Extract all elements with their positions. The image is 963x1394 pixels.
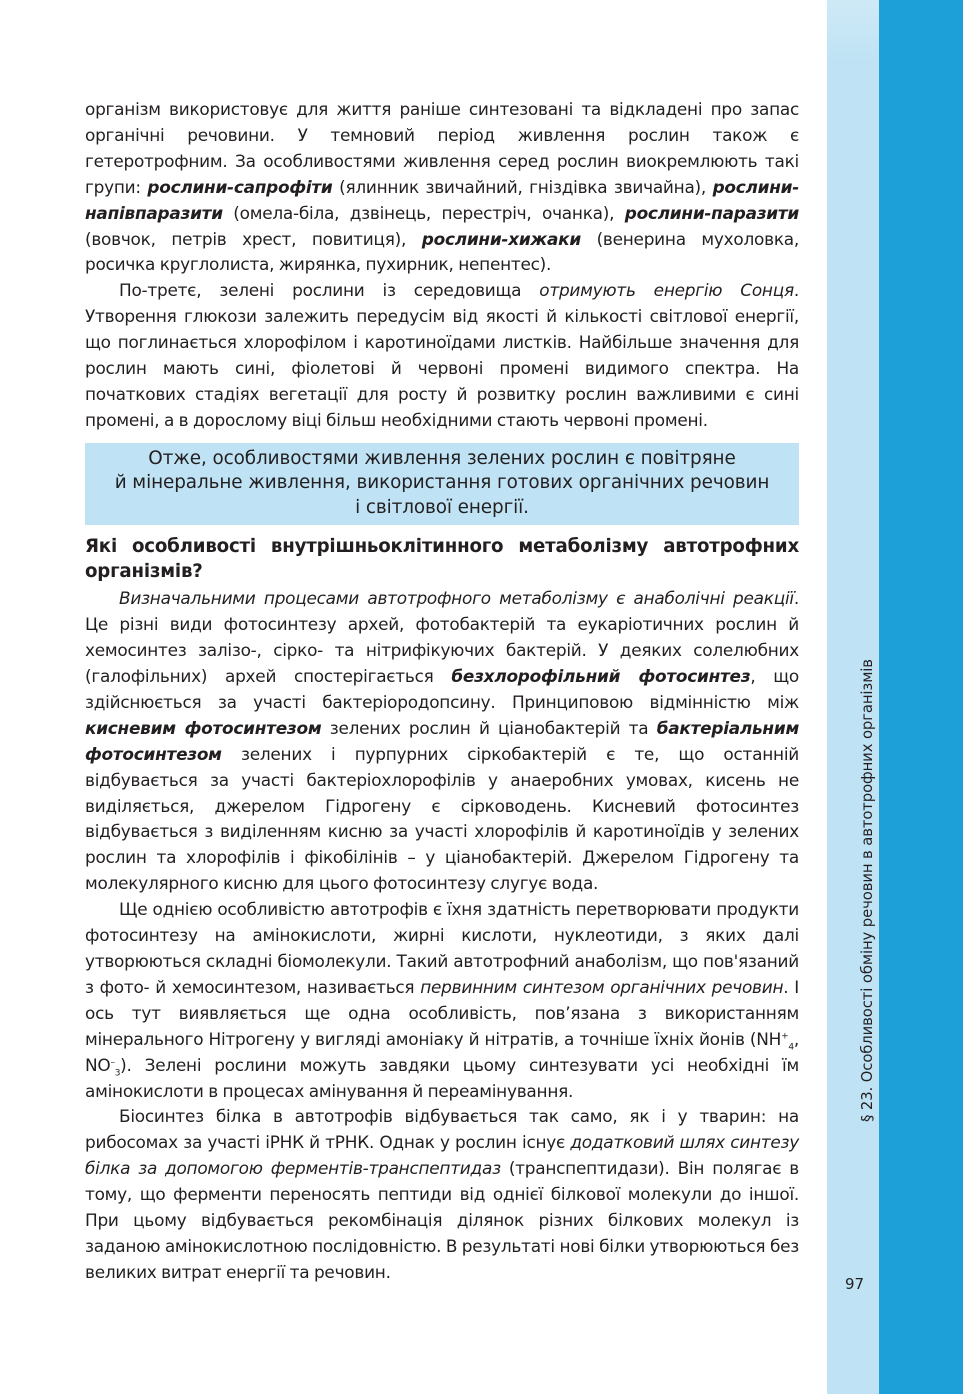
emphasis-transpeptidase: додатковий шлях синтезу білка за допомогою ферментів-транспептидаз xyxy=(85,1132,799,1179)
term-carnivorous: рослини-хижаки xyxy=(421,228,581,249)
paragraph-plant-groups: організм використовує для життя раніше синтезовані та відкладені про запас органічні речовини. У темновий період живлення рослин також є гетеротрофним. За особливостями живлення серед рослин виокремлюють такі групи: рослини-сапрофіти (ялинник звичайний, гніздівка звичайна), рослини-напівпаразити (омела-біла, дзвінець, перестріч, очанка), рослини-паразити (вовчок, петрів хрест, повитиця), рослини-хижаки (венерина мухоловка, росичка круглолиста, жирянка, пухирник, непентес). xyxy=(85,99,800,275)
main-text-column xyxy=(85,97,799,1286)
summary-line: і світлової енергії. xyxy=(355,496,529,518)
emphasis-anabolic: Визначальними процесами автотрофного метаболізму є анаболічні реакції xyxy=(119,588,794,609)
sidebar-dark-band xyxy=(879,0,963,1394)
term-chlorophyll-free-photosynthesis: безхлорофільний фотосинтез xyxy=(451,666,751,686)
summary-box xyxy=(85,443,799,526)
summary-line: й мінеральне живлення, використання готових органічних речовин xyxy=(114,472,770,494)
term-hemiparasites: рослини-напівпаразити xyxy=(85,176,800,223)
paragraph-protein-synthesis: Біосинтез білка в автотрофів відбувається так само, як і у тварин: на рибосомах за участі іРНК й тРНК. Однак у рослин існує додатковий шлях синтезу білка за допомогою ферментів-транспептидаз (транспептидази). Він полягає в тому, що ферменти переносять пептиди від однієї білкової молекули до іншої. При цьому відбувається рекомбінація ділянок різних білкових молекул із заданою амінокислотною послідовністю. В результаті нові білки утворюються без великих витрат енергії та речовин. xyxy=(85,1106,800,1282)
paragraph-solar-energy: По-третє, зелені рослини із середовища отримують енергію Сонця. Утворення глюкози залежить передусім від якості й кількості світлової енергії, що поглинається хлорофілом і каротиноїдами листків. Найбільше значення для рослин мають сині, фіолетові й червоні промені видимого спектра. На початкових стадіях вегетації для росту й розвитку рослин важливими є сині промені, а в дорослому віці більш необхідними стають червоні промені. xyxy=(85,280,799,430)
term-bacterial-photosynthesis: бактеріальним фотосинтезом xyxy=(85,717,799,764)
paragraph-primary-synthesis: Ще однією особливістю автотрофів є їхня здатність перетворювати продукти фотосинтезу на амінокислоти, жирні кислоти, нуклеотиди, з яких далі утворюються складні біомолекули. Такий автотрофний анаболізм, що пов'язаний з фото- й хемосинтезом, називається первинним синтезом органічних речовин. І ось тут виявляється ще одна особливість, пов’язана з використанням мінерального Нітрогену у вигляді амоніаку й нітратів, а точніше їхніх йонів ($NH^+_4$, $NO^-_3$). Зелені рослини можуть завдяки цьому синтезувати усі необхідні їм амінокислоти в процесах амінування й переамінування. xyxy=(85,899,799,1101)
term-oxygenic-photosynthesis: кисневим фотосинтезом xyxy=(85,717,322,738)
emphasis-primary-synthesis: первинним синтезом органічних речовин xyxy=(420,976,784,997)
section-heading: Які особливості внутрішньоклітинного метаболізму автотрофних організмів? xyxy=(85,536,799,582)
term-saprophytes: рослини-сапрофіти xyxy=(147,176,333,197)
summary-line: Отже, особливостями живлення зелених рослин є повітряне xyxy=(148,447,736,469)
page-number: 97 xyxy=(845,1275,865,1293)
running-section-title: § 23. Особливості обміну речовин в автотрофних організмів xyxy=(859,659,876,1122)
term-parasites: рослини-паразити xyxy=(624,202,799,223)
paragraph-metabolism: Визначальними процесами автотрофного метаболізму є анаболічні реакції. Це різні види фотосинтезу архей, фотобактерій та еукаріотичних рослин й хемосинтез залізо-, сірко- та нітрифікуючих бактерій. У деяких солелюбних (галофільних) архей спостерігається безхлорофільний фотосинтез, що здійснюється за участі бактеріородопсину. Принциповою відмінністю між кисневим фотосинтезом зелених рослин й ціанобактерій та бактеріальним фотосинтезом зелених і пурпурних сіркобактерій є те, що останній відбувається за участі бактеріохлорофілів у анаеробних умовах, кисень не виділяється, джерелом Гідрогену є сірководень. Кисневий фотосинтез відбувається з виділенням кисню за участі хлорофілів й каротиноїдів у зелених рослин та хлорофілів і фікобілінів – у ціанобактерій. Джерелом Гідрогену та молекулярного кисню для цього фотосинтезу слугує вода. xyxy=(85,588,799,894)
emphasis-solar-energy: отримують енергію Сонця xyxy=(539,280,794,301)
